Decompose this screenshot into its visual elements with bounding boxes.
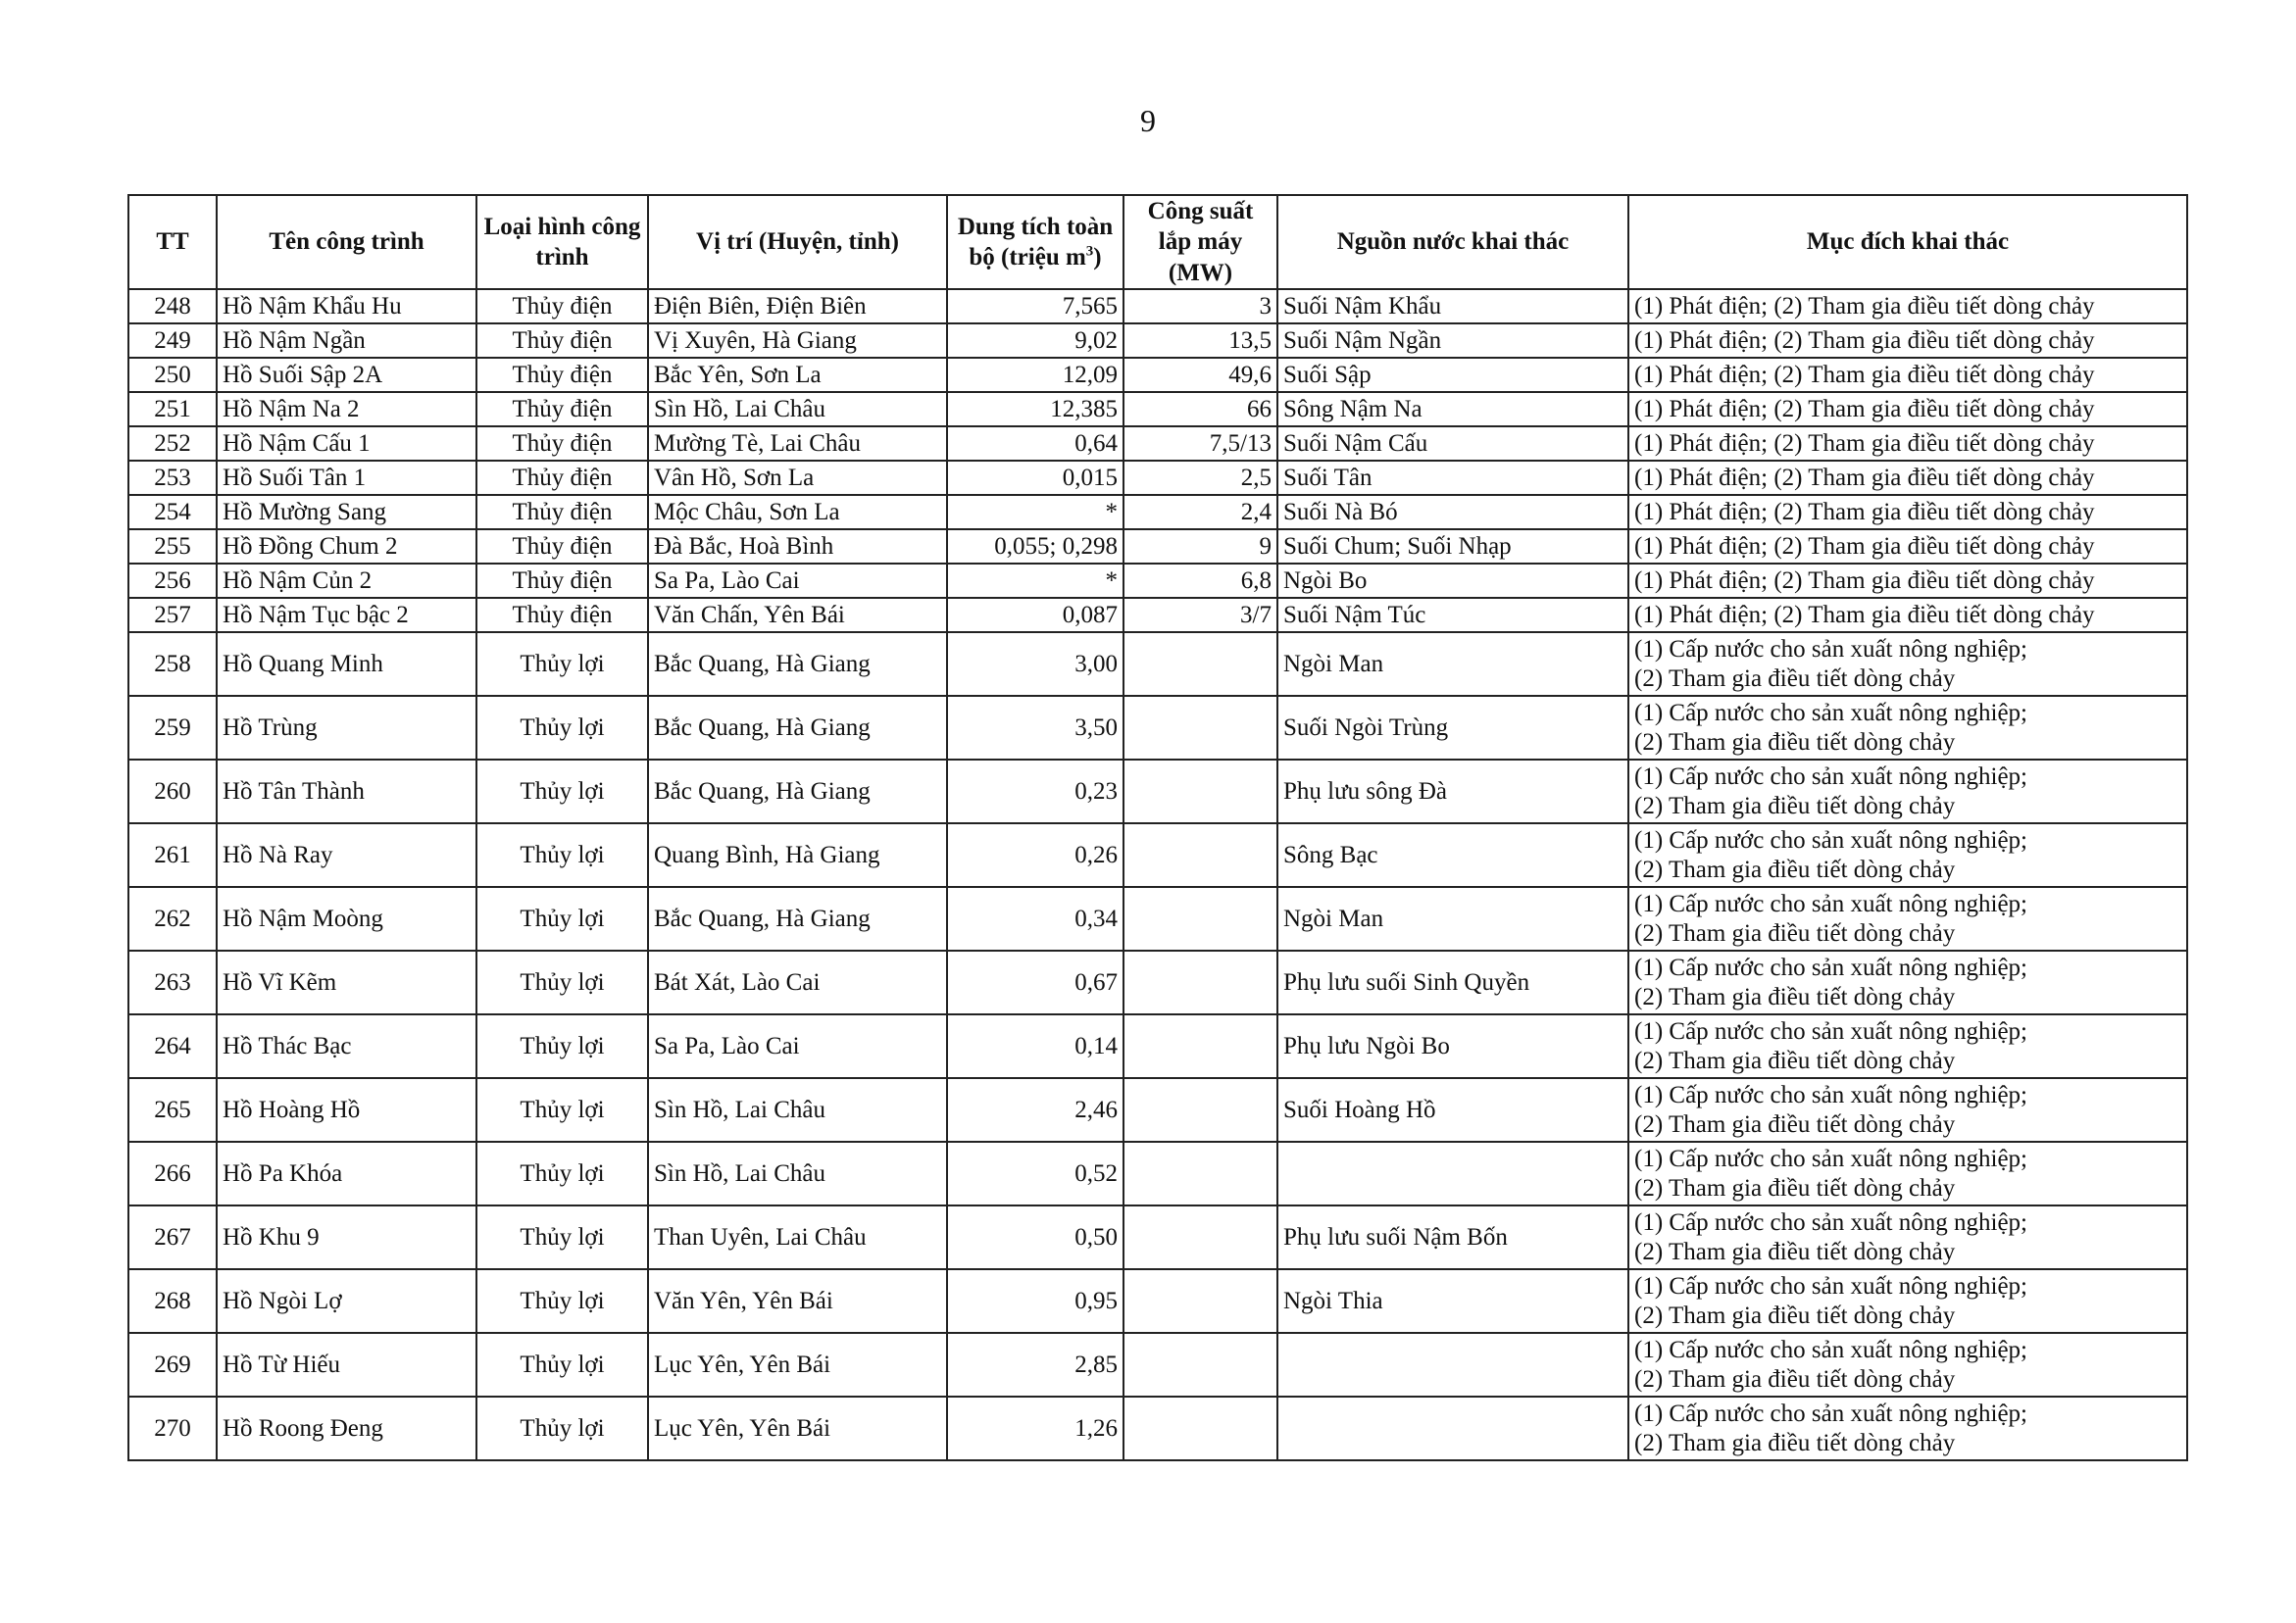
cell-tt: 261 xyxy=(128,823,217,887)
table-row xyxy=(128,823,2187,887)
cell-name: Hồ Vĩ Kẽm xyxy=(217,951,476,1014)
cell-capacity: 0,52 xyxy=(947,1142,1123,1205)
cell-location: Lục Yên, Yên Bái xyxy=(648,1397,947,1460)
cell-source: Sông Nậm Na xyxy=(1277,392,1628,426)
cell-capacity: 0,055; 0,298 xyxy=(947,529,1123,564)
table-row xyxy=(128,632,2187,696)
cell-power xyxy=(1123,1078,1277,1142)
purpose-line-2: (2) Tham gia điều tiết dòng chảy xyxy=(1634,983,1956,1010)
cell-name: Hồ Ngòi Lợ xyxy=(217,1269,476,1333)
cell-name: Hồ Thác Bạc xyxy=(217,1014,476,1078)
cell-power: 7,5/13 xyxy=(1123,426,1277,461)
cell-source: Suối Nậm Cấu xyxy=(1277,426,1628,461)
purpose-line-1: (1) Cấp nước cho sản xuất nông nghiệp; xyxy=(1634,890,2027,917)
cell-tt: 248 xyxy=(128,289,217,323)
cell-power xyxy=(1123,823,1277,887)
cell-name: Hồ Nậm Moòng xyxy=(217,887,476,951)
cell-capacity: 0,67 xyxy=(947,951,1123,1014)
header-capacity-text: Dung tích toàn bộ (triệu m xyxy=(957,213,1114,270)
cell-location: Mộc Châu, Sơn La xyxy=(648,495,947,529)
cell-type: Thủy lợi xyxy=(476,696,648,760)
cell-purpose: (1) Phát điện; (2) Tham gia điều tiết dòng chảy xyxy=(1628,495,2187,529)
table-header-row xyxy=(128,195,2187,289)
purpose-line-1: (1) Cấp nước cho sản xuất nông nghiệp; xyxy=(1634,1208,2027,1236)
cell-tt: 267 xyxy=(128,1205,217,1269)
header-purpose: Mục đích khai thác xyxy=(1628,195,2187,289)
cell-tt: 260 xyxy=(128,760,217,823)
cell-type: Thủy điện xyxy=(476,289,648,323)
cell-name: Hồ Nậm Khẩu Hu xyxy=(217,289,476,323)
cell-tt: 258 xyxy=(128,632,217,696)
cell-location: Văn Yên, Yên Bái xyxy=(648,1269,947,1333)
cell-source: Suối Ngòi Trùng xyxy=(1277,696,1628,760)
cell-tt: 268 xyxy=(128,1269,217,1333)
cell-name: Hồ Nậm Cấu 1 xyxy=(217,426,476,461)
cell-name: Hồ Nậm Tục bậc 2 xyxy=(217,598,476,632)
cell-power: 9 xyxy=(1123,529,1277,564)
cell-purpose xyxy=(1628,951,2187,1014)
cell-capacity: 0,23 xyxy=(947,760,1123,823)
cell-capacity: 0,015 xyxy=(947,461,1123,495)
cell-purpose: (1) Phát điện; (2) Tham gia điều tiết dòng chảy xyxy=(1628,529,2187,564)
cell-tt: 270 xyxy=(128,1397,217,1460)
purpose-line-2: (2) Tham gia điều tiết dòng chảy xyxy=(1634,728,1956,756)
cell-location: Bắc Quang, Hà Giang xyxy=(648,887,947,951)
cell-name: Hồ Nậm Ngần xyxy=(217,323,476,358)
cell-location: Sìn Hồ, Lai Châu xyxy=(648,392,947,426)
cell-capacity: 9,02 xyxy=(947,323,1123,358)
cell-capacity: 0,087 xyxy=(947,598,1123,632)
cell-location: Quang Bình, Hà Giang xyxy=(648,823,947,887)
cell-type: Thủy điện xyxy=(476,323,648,358)
cell-name: Hồ Suối Tân 1 xyxy=(217,461,476,495)
cell-capacity: 12,09 xyxy=(947,358,1123,392)
purpose-line-2: (2) Tham gia điều tiết dòng chảy xyxy=(1634,792,1956,819)
cell-capacity: 0,50 xyxy=(947,1205,1123,1269)
cell-tt: 254 xyxy=(128,495,217,529)
cell-power xyxy=(1123,1142,1277,1205)
cell-power xyxy=(1123,1269,1277,1333)
cell-tt: 252 xyxy=(128,426,217,461)
table-row xyxy=(128,760,2187,823)
purpose-line-1: (1) Cấp nước cho sản xuất nông nghiệp; xyxy=(1634,1336,2027,1363)
cell-location: Điện Biên, Điện Biên xyxy=(648,289,947,323)
cell-power xyxy=(1123,1205,1277,1269)
cell-purpose: (1) Phát điện; (2) Tham gia điều tiết dòng chảy xyxy=(1628,358,2187,392)
purpose-line-2: (2) Tham gia điều tiết dòng chảy xyxy=(1634,664,1956,692)
purpose-line-1: (1) Cấp nước cho sản xuất nông nghiệp; xyxy=(1634,635,2027,663)
cell-tt: 249 xyxy=(128,323,217,358)
cell-source: Phụ lưu suối Sinh Quyền xyxy=(1277,951,1628,1014)
cell-capacity: * xyxy=(947,495,1123,529)
cell-location: Sa Pa, Lào Cai xyxy=(648,1014,947,1078)
cell-type: Thủy điện xyxy=(476,392,648,426)
cell-source: Suối Nà Bó xyxy=(1277,495,1628,529)
cell-power: 2,5 xyxy=(1123,461,1277,495)
cell-location: Than Uyên, Lai Châu xyxy=(648,1205,947,1269)
cell-source: Suối Hoàng Hồ xyxy=(1277,1078,1628,1142)
cell-type: Thủy lợi xyxy=(476,1269,648,1333)
cell-location: Bát Xát, Lào Cai xyxy=(648,951,947,1014)
cell-name: Hồ Tân Thành xyxy=(217,760,476,823)
header-tt: TT xyxy=(128,195,217,289)
cell-purpose xyxy=(1628,696,2187,760)
cell-type: Thủy điện xyxy=(476,564,648,598)
purpose-line-2: (2) Tham gia điều tiết dòng chảy xyxy=(1634,1238,1956,1265)
cell-type: Thủy điện xyxy=(476,461,648,495)
cell-source: Phụ lưu suối Nậm Bốn xyxy=(1277,1205,1628,1269)
cell-name: Hồ Quang Minh xyxy=(217,632,476,696)
cell-power: 49,6 xyxy=(1123,358,1277,392)
cell-tt: 266 xyxy=(128,1142,217,1205)
cell-purpose xyxy=(1628,1269,2187,1333)
cell-purpose: (1) Phát điện; (2) Tham gia điều tiết dòng chảy xyxy=(1628,461,2187,495)
cell-name: Hồ Nậm Củn 2 xyxy=(217,564,476,598)
table-row xyxy=(128,461,2187,495)
cell-name: Hồ Từ Hiếu xyxy=(217,1333,476,1397)
cell-tt: 250 xyxy=(128,358,217,392)
purpose-line-1: (1) Cấp nước cho sản xuất nông nghiệp; xyxy=(1634,1081,2027,1108)
cell-location: Mường Tè, Lai Châu xyxy=(648,426,947,461)
cell-purpose xyxy=(1628,632,2187,696)
cell-name: Hồ Mường Sang xyxy=(217,495,476,529)
table-row xyxy=(128,1205,2187,1269)
cell-purpose: (1) Phát điện; (2) Tham gia điều tiết dòng chảy xyxy=(1628,323,2187,358)
cell-tt: 264 xyxy=(128,1014,217,1078)
cell-capacity: 0,14 xyxy=(947,1014,1123,1078)
cell-tt: 263 xyxy=(128,951,217,1014)
cell-tt: 259 xyxy=(128,696,217,760)
cell-source: Ngòi Man xyxy=(1277,632,1628,696)
cell-capacity: 2,85 xyxy=(947,1333,1123,1397)
cell-source xyxy=(1277,1142,1628,1205)
cell-purpose xyxy=(1628,1014,2187,1078)
cell-capacity: 3,00 xyxy=(947,632,1123,696)
table-row xyxy=(128,289,2187,323)
table-row xyxy=(128,564,2187,598)
cell-location: Lục Yên, Yên Bái xyxy=(648,1333,947,1397)
table-row xyxy=(128,696,2187,760)
purpose-line-1: (1) Cấp nước cho sản xuất nông nghiệp; xyxy=(1634,954,2027,981)
cell-power xyxy=(1123,1014,1277,1078)
cell-location: Sìn Hồ, Lai Châu xyxy=(648,1142,947,1205)
purpose-line-2: (2) Tham gia điều tiết dòng chảy xyxy=(1634,856,1956,883)
cell-power xyxy=(1123,887,1277,951)
cell-name: Hồ Hoàng Hồ xyxy=(217,1078,476,1142)
header-source: Nguồn nước khai thác xyxy=(1277,195,1628,289)
purpose-line-2: (2) Tham gia điều tiết dòng chảy xyxy=(1634,1110,1956,1138)
cell-source: Ngòi Man xyxy=(1277,887,1628,951)
cell-capacity: 12,385 xyxy=(947,392,1123,426)
cell-source: Ngòi Thia xyxy=(1277,1269,1628,1333)
cell-type: Thủy điện xyxy=(476,358,648,392)
cell-location: Bắc Quang, Hà Giang xyxy=(648,696,947,760)
cell-name: Hồ Suối Sập 2A xyxy=(217,358,476,392)
table-row xyxy=(128,1078,2187,1142)
cell-capacity: 2,46 xyxy=(947,1078,1123,1142)
cell-source: Suối Chum; Suối Nhạp xyxy=(1277,529,1628,564)
cell-capacity: 0,64 xyxy=(947,426,1123,461)
cell-tt: 256 xyxy=(128,564,217,598)
table-row xyxy=(128,392,2187,426)
purpose-line-1: (1) Cấp nước cho sản xuất nông nghiệp; xyxy=(1634,1400,2027,1427)
cell-tt: 257 xyxy=(128,598,217,632)
cell-name: Hồ Khu 9 xyxy=(217,1205,476,1269)
cell-type: Thủy lợi xyxy=(476,823,648,887)
purpose-line-2: (2) Tham gia điều tiết dòng chảy xyxy=(1634,1047,1956,1074)
cell-location: Bắc Quang, Hà Giang xyxy=(648,760,947,823)
cell-type: Thủy lợi xyxy=(476,1397,648,1460)
cell-power: 3/7 xyxy=(1123,598,1277,632)
cell-capacity: * xyxy=(947,564,1123,598)
cell-power xyxy=(1123,1333,1277,1397)
cell-source: Ngòi Bo xyxy=(1277,564,1628,598)
cell-source: Sông Bạc xyxy=(1277,823,1628,887)
cell-type: Thủy lợi xyxy=(476,632,648,696)
cell-source xyxy=(1277,1333,1628,1397)
cell-power: 13,5 xyxy=(1123,323,1277,358)
cell-source xyxy=(1277,1397,1628,1460)
cell-location: Bắc Yên, Sơn La xyxy=(648,358,947,392)
cell-type: Thủy lợi xyxy=(476,760,648,823)
header-power: Công suất lắp máy (MW) xyxy=(1123,195,1277,289)
header-capacity-end: ) xyxy=(1093,244,1102,270)
table-row xyxy=(128,951,2187,1014)
cell-type: Thủy lợi xyxy=(476,1014,648,1078)
header-location: Vị trí (Huyện, tỉnh) xyxy=(648,195,947,289)
cell-purpose: (1) Phát điện; (2) Tham gia điều tiết dòng chảy xyxy=(1628,392,2187,426)
cell-tt: 253 xyxy=(128,461,217,495)
cell-name: Hồ Nà Ray xyxy=(217,823,476,887)
cell-type: Thủy lợi xyxy=(476,1205,648,1269)
cell-source: Phụ lưu Ngòi Bo xyxy=(1277,1014,1628,1078)
cell-type: Thủy lợi xyxy=(476,1142,648,1205)
purpose-line-1: (1) Cấp nước cho sản xuất nông nghiệp; xyxy=(1634,1272,2027,1300)
cell-type: Thủy lợi xyxy=(476,1333,648,1397)
purpose-line-1: (1) Cấp nước cho sản xuất nông nghiệp; xyxy=(1634,1145,2027,1172)
cell-capacity: 7,565 xyxy=(947,289,1123,323)
cell-purpose: (1) Phát điện; (2) Tham gia điều tiết dòng chảy xyxy=(1628,426,2187,461)
cell-capacity: 0,34 xyxy=(947,887,1123,951)
purpose-line-2: (2) Tham gia điều tiết dòng chảy xyxy=(1634,919,1956,947)
cell-type: Thủy điện xyxy=(476,529,648,564)
cell-power: 2,4 xyxy=(1123,495,1277,529)
cell-purpose xyxy=(1628,1142,2187,1205)
cell-capacity: 0,95 xyxy=(947,1269,1123,1333)
cell-power: 3 xyxy=(1123,289,1277,323)
table-row xyxy=(128,1269,2187,1333)
cell-name: Hồ Đồng Chum 2 xyxy=(217,529,476,564)
cell-type: Thủy lợi xyxy=(476,887,648,951)
purpose-line-1: (1) Cấp nước cho sản xuất nông nghiệp; xyxy=(1634,699,2027,726)
cell-location: Sa Pa, Lào Cai xyxy=(648,564,947,598)
header-name: Tên công trình xyxy=(217,195,476,289)
cell-power xyxy=(1123,1397,1277,1460)
cell-name: Hồ Roong Đeng xyxy=(217,1397,476,1460)
cell-location: Vị Xuyên, Hà Giang xyxy=(648,323,947,358)
table-row xyxy=(128,1142,2187,1205)
cell-capacity: 0,26 xyxy=(947,823,1123,887)
cell-name: Hồ Nậm Na 2 xyxy=(217,392,476,426)
cell-capacity: 3,50 xyxy=(947,696,1123,760)
cell-location: Văn Chấn, Yên Bái xyxy=(648,598,947,632)
purpose-line-1: (1) Cấp nước cho sản xuất nông nghiệp; xyxy=(1634,1017,2027,1045)
cell-location: Sìn Hồ, Lai Châu xyxy=(648,1078,947,1142)
table-row xyxy=(128,598,2187,632)
cell-source: Suối Sập xyxy=(1277,358,1628,392)
cell-purpose xyxy=(1628,760,2187,823)
cell-purpose xyxy=(1628,887,2187,951)
cell-source: Suối Nậm Khẩu xyxy=(1277,289,1628,323)
cell-type: Thủy điện xyxy=(476,598,648,632)
page-number: 9 xyxy=(1140,103,1156,138)
cell-type: Thủy lợi xyxy=(476,951,648,1014)
cell-type: Thủy lợi xyxy=(476,1078,648,1142)
purpose-line-2: (2) Tham gia điều tiết dòng chảy xyxy=(1634,1174,1956,1202)
cell-purpose xyxy=(1628,823,2187,887)
table-row xyxy=(128,426,2187,461)
cell-purpose xyxy=(1628,1333,2187,1397)
cell-power: 66 xyxy=(1123,392,1277,426)
header-type: Loại hình công trình xyxy=(476,195,648,289)
cell-location: Vân Hồ, Sơn La xyxy=(648,461,947,495)
cell-purpose xyxy=(1628,1205,2187,1269)
purpose-line-2: (2) Tham gia điều tiết dòng chảy xyxy=(1634,1302,1956,1329)
cell-name: Hồ Trùng xyxy=(217,696,476,760)
cell-type: Thủy điện xyxy=(476,426,648,461)
cell-purpose: (1) Phát điện; (2) Tham gia điều tiết dòng chảy xyxy=(1628,289,2187,323)
cell-purpose xyxy=(1628,1397,2187,1460)
cell-source: Suối Tân xyxy=(1277,461,1628,495)
cell-power xyxy=(1123,760,1277,823)
cell-purpose: (1) Phát điện; (2) Tham gia điều tiết dòng chảy xyxy=(1628,598,2187,632)
purpose-line-2: (2) Tham gia điều tiết dòng chảy xyxy=(1634,1429,1956,1456)
cell-tt: 265 xyxy=(128,1078,217,1142)
cell-type: Thủy điện xyxy=(476,495,648,529)
cell-power: 6,8 xyxy=(1123,564,1277,598)
purpose-line-1: (1) Cấp nước cho sản xuất nông nghiệp; xyxy=(1634,762,2027,790)
table-row xyxy=(128,323,2187,358)
table-row xyxy=(128,1397,2187,1460)
header-capacity-sup: 3 xyxy=(1085,243,1094,260)
table-row xyxy=(128,1333,2187,1397)
cell-power xyxy=(1123,696,1277,760)
cell-purpose xyxy=(1628,1078,2187,1142)
table-row xyxy=(128,1014,2187,1078)
cell-source: Suối Nậm Ngần xyxy=(1277,323,1628,358)
cell-capacity: 1,26 xyxy=(947,1397,1123,1460)
cell-source: Suối Nậm Túc xyxy=(1277,598,1628,632)
table-row xyxy=(128,529,2187,564)
header-capacity xyxy=(947,195,1123,289)
cell-power xyxy=(1123,951,1277,1014)
table-row xyxy=(128,495,2187,529)
cell-tt: 269 xyxy=(128,1333,217,1397)
table-row xyxy=(128,887,2187,951)
cell-power xyxy=(1123,632,1277,696)
cell-tt: 262 xyxy=(128,887,217,951)
cell-name: Hồ Pa Khóa xyxy=(217,1142,476,1205)
cell-location: Bắc Quang, Hà Giang xyxy=(648,632,947,696)
purpose-line-1: (1) Cấp nước cho sản xuất nông nghiệp; xyxy=(1634,826,2027,854)
cell-source: Phụ lưu sông Đà xyxy=(1277,760,1628,823)
reservoir-table xyxy=(127,194,2188,1461)
table-row xyxy=(128,358,2187,392)
cell-tt: 251 xyxy=(128,392,217,426)
cell-location: Đà Bắc, Hoà Bình xyxy=(648,529,947,564)
purpose-line-2: (2) Tham gia điều tiết dòng chảy xyxy=(1634,1365,1956,1393)
cell-tt: 255 xyxy=(128,529,217,564)
cell-purpose: (1) Phát điện; (2) Tham gia điều tiết dòng chảy xyxy=(1628,564,2187,598)
